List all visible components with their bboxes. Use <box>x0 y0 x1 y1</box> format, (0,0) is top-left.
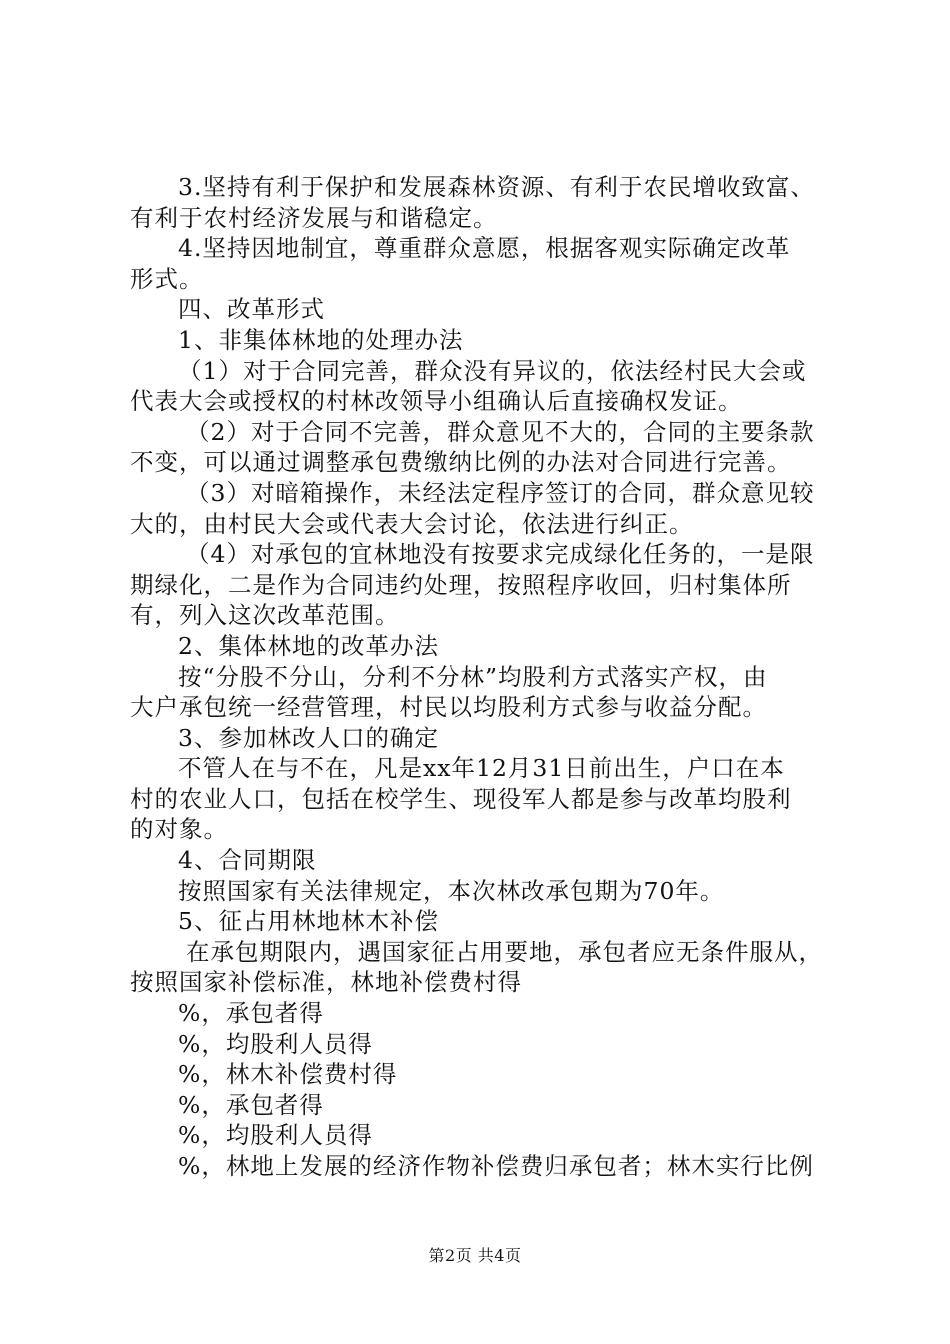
text-line: 不变，可以通过调整承包费缴纳比例的办法对合同进行完善。 <box>130 448 792 477</box>
text-line: 四、改革形式 <box>178 295 325 324</box>
document-body <box>130 172 860 1182</box>
text-line: %，均股利人员得 <box>178 1029 373 1058</box>
text-line: 2、集体林地的改革办法 <box>178 631 439 660</box>
text-line: （4）对承包的宜林地没有按要求完成绿化任务的，一是限 <box>186 540 815 569</box>
text-line: 按照国家补偿标准，林地补偿费村得 <box>130 968 522 997</box>
text-line: 4、合同期限 <box>178 846 317 875</box>
text-line: 1、非集体林地的处理办法 <box>178 325 464 354</box>
page-footer: 第2页 共4页 <box>428 1246 522 1265</box>
text-line: 村的农业人口，包括在校学生、现役军人都是参与改革均股利 <box>130 784 792 813</box>
text-line: 4.坚持因地制宜，尊重群众意愿，根据客观实际确定改革 <box>178 234 791 263</box>
text-line: 形式。 <box>130 264 204 293</box>
text-line: （1）对于合同完善，群众没有异议的，依法经村民大会或 <box>178 356 807 385</box>
text-line: 3、参加林改人口的确定 <box>178 723 439 752</box>
text-line: %，林地上发展的经济作物补偿费归承包者；林木实行比例 <box>178 1152 814 1180</box>
text-line: %，承包者得 <box>178 999 324 1028</box>
text-line: 有利于农村经济发展与和谐稳定。 <box>130 203 498 232</box>
text-line: （2）对于合同不完善，群众意见不大的，合同的主要条款 <box>186 417 815 446</box>
text-line: %，均股利人员得 <box>178 1121 373 1150</box>
text-line: （3）对暗箱操作，未经法定程序签订的合同，群众意见较 <box>186 478 815 507</box>
text-line: 有，列入这次改革范围。 <box>130 601 400 630</box>
text-line: %，林木补偿费村得 <box>178 1060 398 1089</box>
text-line: 大的，由村民大会或代表大会讨论，依法进行纠正。 <box>130 509 694 538</box>
text-line: 不管人在与不在，凡是xx年12月31日前出生，户口在本 <box>178 754 785 783</box>
text-line: 期绿化，二是作为合同违约处理，按照程序收回，归村集体所 <box>130 570 792 599</box>
text-line: 按“分股不分山，分利不分林”均股利方式落实产权，由 <box>178 662 768 691</box>
text-line: 3.坚持有利于保护和发展森林资源、有利于农民增收致富、 <box>178 173 815 201</box>
text-line: %，承包者得 <box>178 1090 324 1119</box>
text-line: 5、征占用林地林木补偿 <box>178 907 439 936</box>
text-line: 的对象。 <box>130 815 228 844</box>
text-line: 按照国家有关法律规定，本次林改承包期为70年。 <box>178 876 725 905</box>
text-line: 大户承包统一经营管理，村民以均股利方式参与收益分配。 <box>130 693 767 722</box>
text-line: 在承包期限内，遇国家征占用要地，承包者应无条件服从， <box>186 937 823 966</box>
text-line: 代表大会或授权的村林改领导小组确认后直接确权发证。 <box>130 387 743 416</box>
